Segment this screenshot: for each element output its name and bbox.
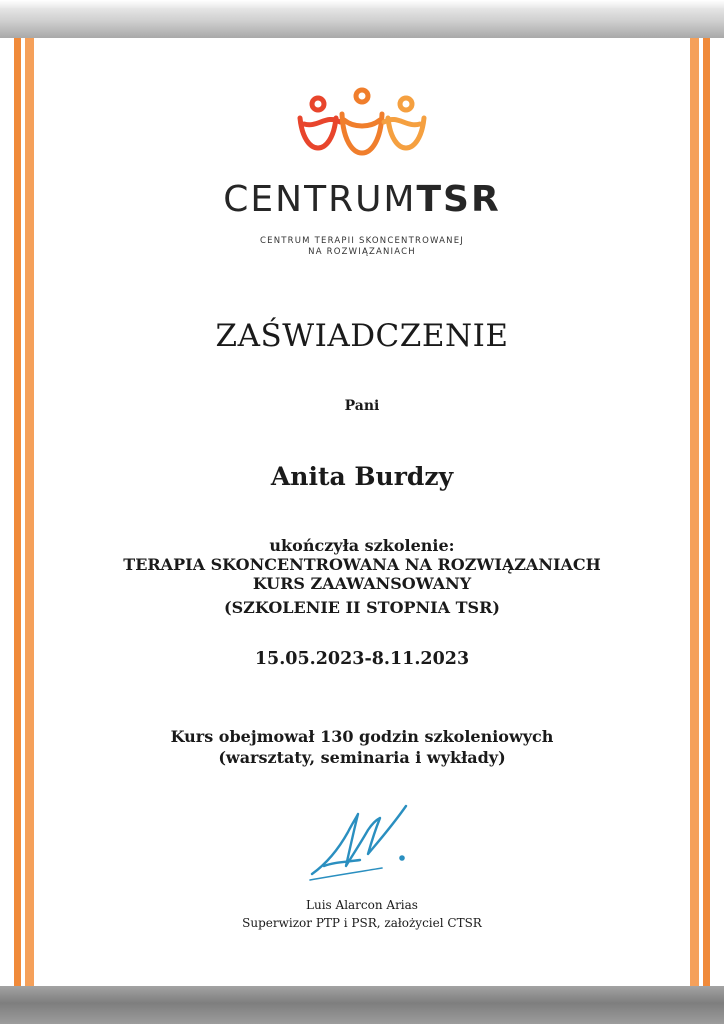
course-hours-line1: Kurs obejmował 130 godzin szkoleniowych xyxy=(170,727,554,746)
salutation: Pani xyxy=(344,398,380,414)
logo-head-center xyxy=(356,90,368,102)
top-border-highlight xyxy=(0,0,724,8)
brand-wordmark-bold: TSR xyxy=(416,179,501,220)
course-dates: 15.05.2023-8.11.2023 xyxy=(254,649,470,669)
people-logo-icon xyxy=(282,84,442,170)
brand-subtitle-line1: CENTRUM TERAPII SKONCENTROWANEJ xyxy=(260,236,464,246)
course-hours-line2: (warsztaty, seminaria i wykłady) xyxy=(218,748,506,767)
signature-stroke-main xyxy=(312,806,406,874)
logo-head-left xyxy=(312,98,324,110)
signature-dot xyxy=(400,856,403,859)
top-border-bar xyxy=(0,0,724,38)
bottom-border-bar xyxy=(0,986,724,1024)
certificate-title: ZAŚWIADCZENIE xyxy=(215,318,509,354)
course-name-line3: (SZKOLENIE II STOPNIA TSR) xyxy=(224,598,500,617)
logo-arm-center xyxy=(344,120,380,126)
signature-stroke-cross xyxy=(324,860,360,866)
signer-name: Luis Alarcon Arias xyxy=(306,898,418,912)
course-name-line2: KURS ZAAWANSOWANY xyxy=(252,574,472,593)
handwritten-signature-icon xyxy=(302,800,422,886)
completed-label: ukończyła szkolenie: xyxy=(269,536,455,555)
right-orange-border xyxy=(690,38,710,986)
signer-role: Superwizor PTP i PSR, założyciel CTSR xyxy=(242,916,482,930)
brand-wordmark-light: CENTRUM xyxy=(223,179,417,220)
recipient-name: Anita Burdzy xyxy=(270,462,454,491)
brand-wordmark xyxy=(0,179,724,220)
left-orange-border xyxy=(14,38,34,986)
course-name-line1: TERAPIA SKONCENTROWANA NA ROZWIĄZANIACH xyxy=(123,555,601,574)
logo-head-right xyxy=(400,98,412,110)
signature-stroke-underline xyxy=(310,868,382,880)
brand-subtitle-line2: NA ROZWIĄZANIACH xyxy=(308,247,416,257)
